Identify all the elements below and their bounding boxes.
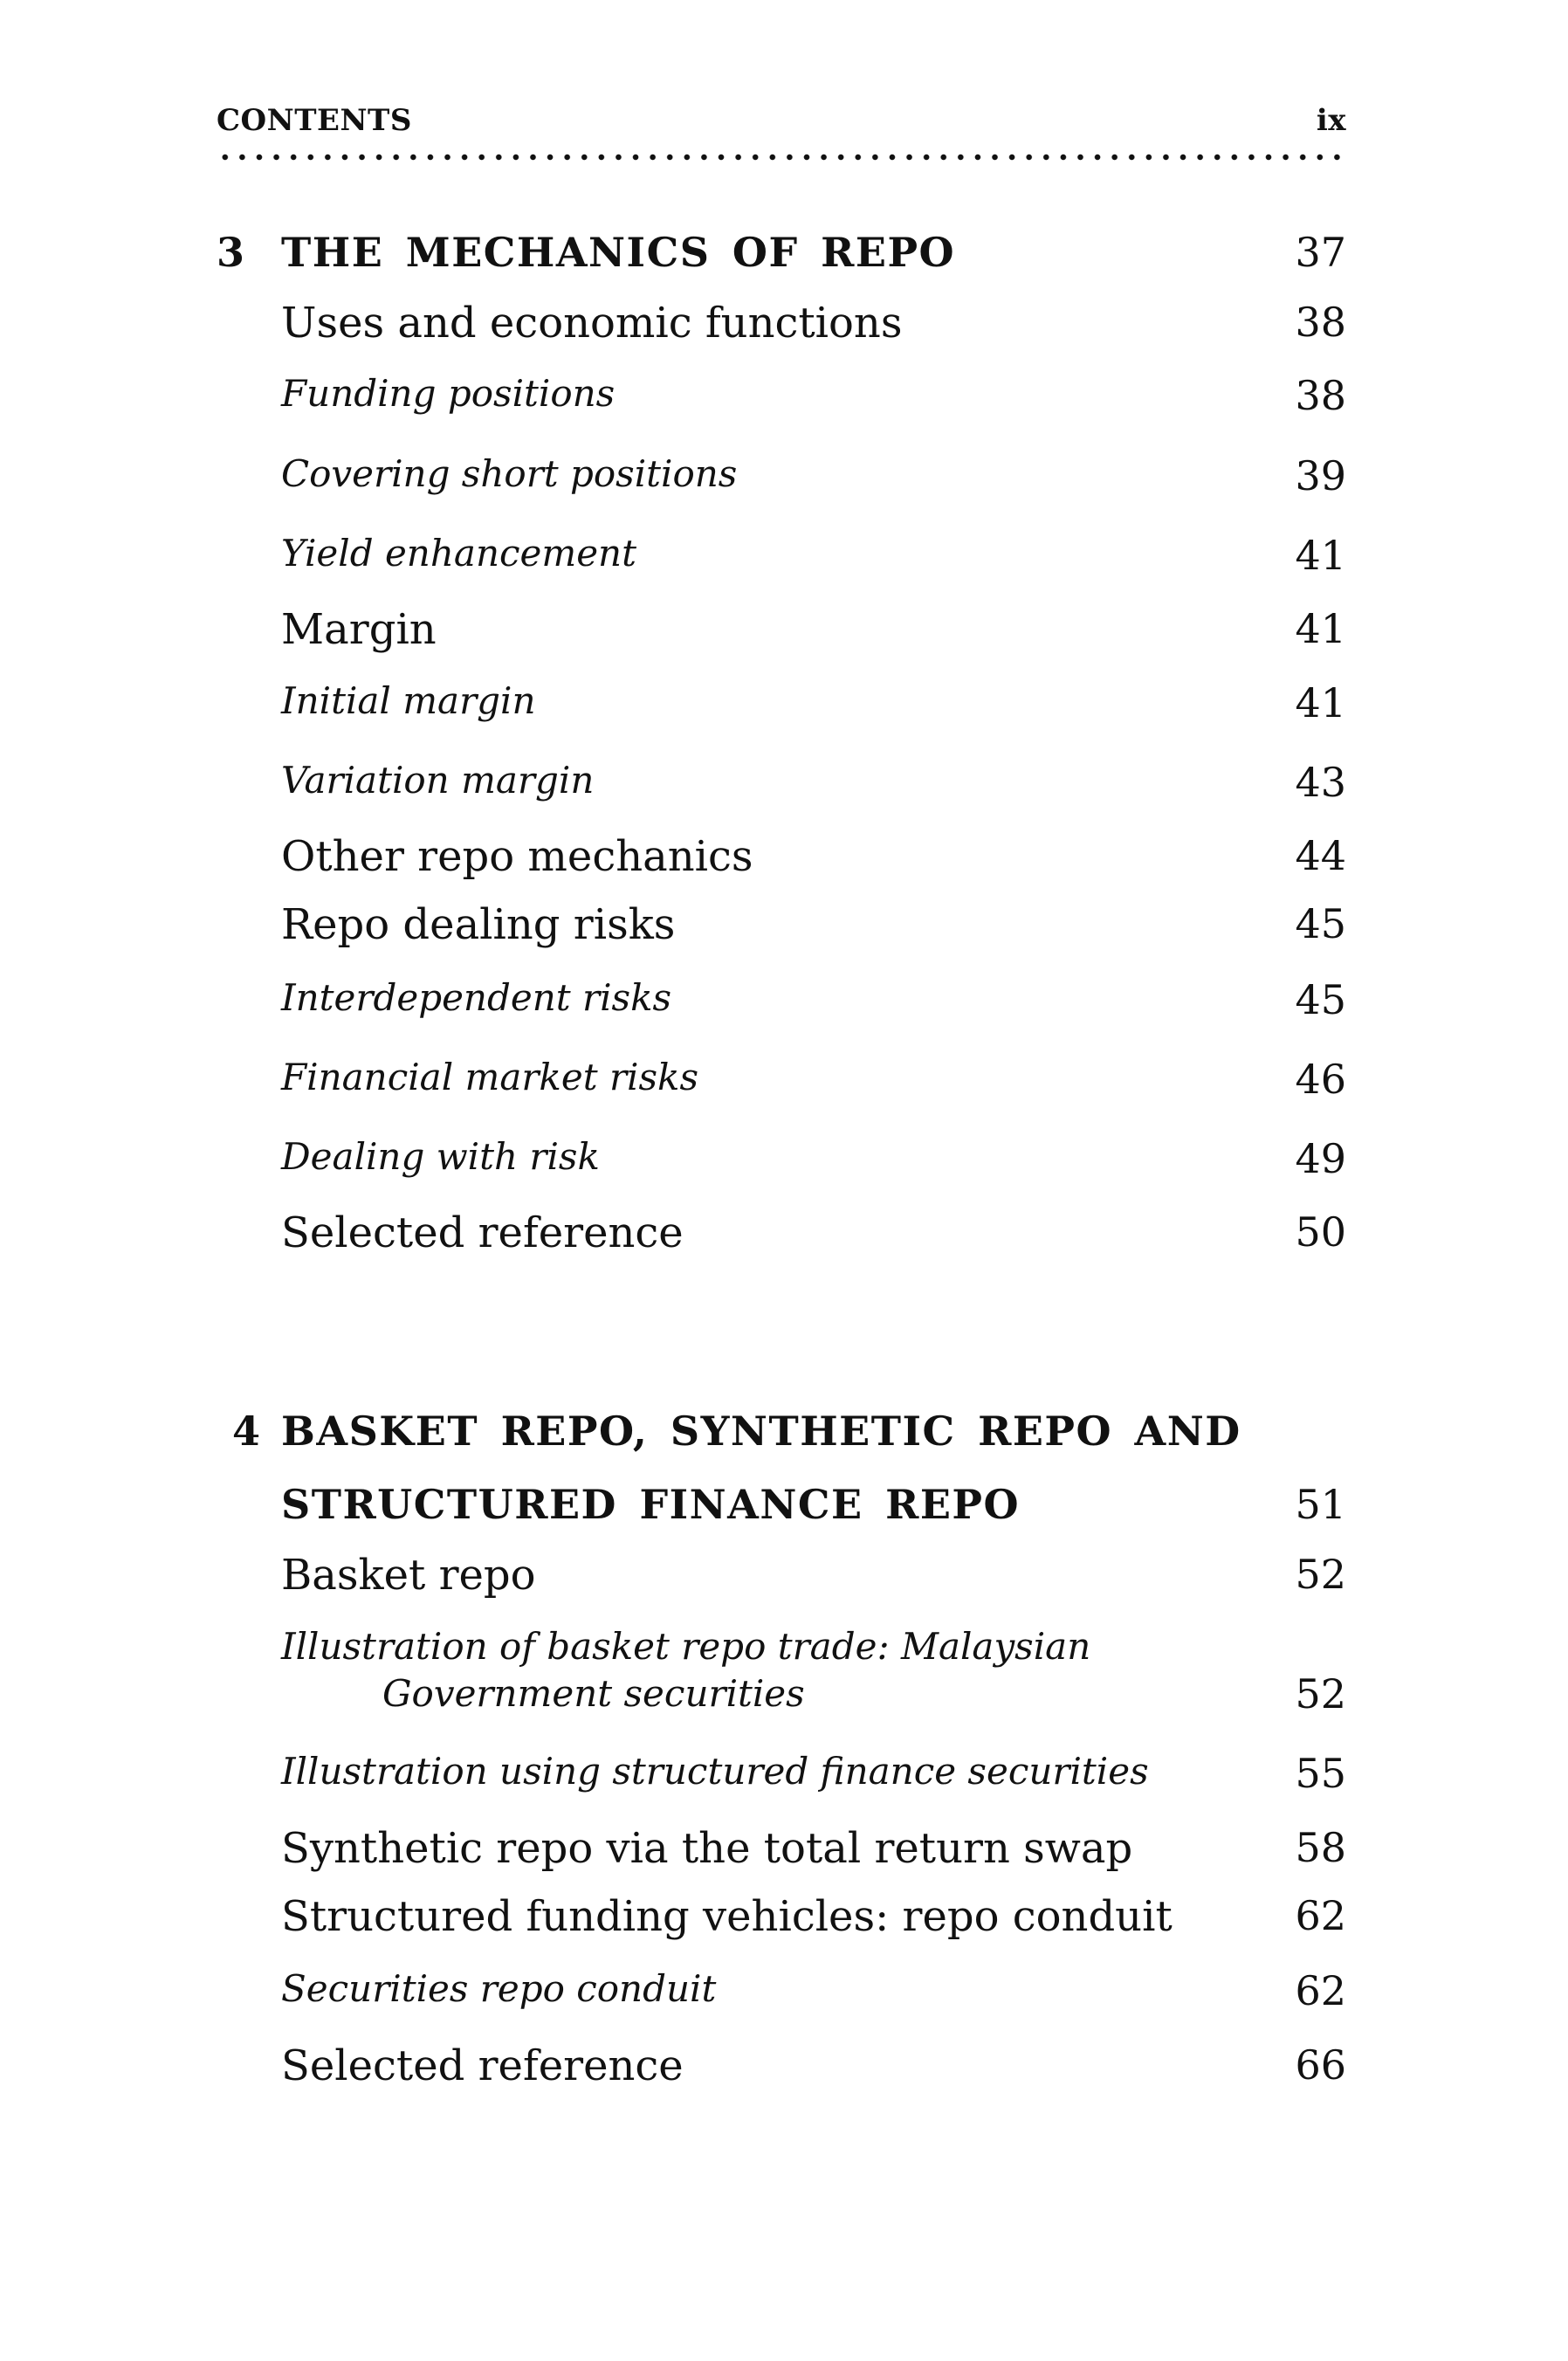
- entry-label: Synthetic repo via the total return swap: [281, 1824, 1133, 1873]
- entry-page: 52: [1295, 1551, 1346, 1598]
- chapter-number: 4: [232, 1408, 261, 1455]
- subentry-page: 45: [1295, 976, 1346, 1023]
- subentry-label: Yield enhancement: [281, 532, 636, 575]
- subentry-page: 55: [1295, 1750, 1346, 1797]
- entry-label: Structured funding vehicles: repo conduit: [281, 1892, 1173, 1941]
- subentry-label: Interdependent risks: [281, 976, 672, 1019]
- entry-label: Basket repo: [281, 1551, 536, 1600]
- subentry-label: [281, 1623, 1090, 1717]
- entry-page: 45: [1295, 900, 1346, 947]
- entry-page: 62: [1295, 1892, 1346, 1939]
- subentry-page: 41: [1295, 532, 1346, 579]
- chapter-page: 37: [1295, 229, 1346, 276]
- subentry-label: Illustration using structured finance securities: [281, 1750, 1149, 1793]
- entry-page: 66: [1295, 2041, 1346, 2089]
- entry-label: Other repo mechanics: [281, 832, 753, 881]
- subentry-label: Covering short positions: [281, 452, 738, 495]
- entry-page: 41: [1295, 605, 1346, 652]
- running-head-title: CONTENTS: [217, 103, 412, 138]
- entry-page: 58: [1295, 1824, 1346, 1871]
- subentry-page: 49: [1295, 1135, 1346, 1182]
- subentry-label: Financial market risks: [281, 1056, 699, 1098]
- subentry-label: Dealing with risk: [281, 1135, 600, 1178]
- entry-label: Repo dealing risks: [281, 900, 676, 949]
- subentry-page: 43: [1295, 759, 1346, 806]
- subentry-label: Variation margin: [281, 759, 595, 802]
- subentry-page: 46: [1295, 1056, 1346, 1103]
- running-head: [217, 103, 1346, 141]
- entry-label: Uses and economic functions: [281, 299, 903, 348]
- chapter-number: 3: [217, 229, 245, 276]
- page-folio: ix: [1316, 103, 1346, 138]
- subentry-label-line2: Government securities: [382, 1672, 805, 1715]
- dotted-rule: [217, 154, 1346, 161]
- chapter-title: THE MECHANICS OF REPO: [281, 229, 956, 276]
- subentry-label: Funding positions: [281, 372, 616, 415]
- subentry-page: 38: [1295, 372, 1346, 419]
- subentry-label: Securities repo conduit: [281, 1967, 717, 2010]
- subentry-page: 52: [1295, 1670, 1346, 1717]
- subentry-page: 41: [1295, 679, 1346, 726]
- entry-page: 50: [1295, 1208, 1346, 1256]
- subentry-page: 62: [1295, 1967, 1346, 2014]
- subentry-label: Initial margin: [281, 679, 536, 722]
- entry-page: 44: [1295, 832, 1346, 879]
- entry-label: Selected reference: [281, 1208, 684, 1257]
- chapter-page: 51: [1295, 1481, 1346, 1528]
- entry-label: Margin: [281, 605, 437, 654]
- chapter-title-line2: STRUCTURED FINANCE REPO: [281, 1481, 1021, 1528]
- entry-label: Selected reference: [281, 2041, 684, 2090]
- chapter-title-line1: BASKET REPO, SYNTHETIC REPO AND: [281, 1408, 1241, 1455]
- subentry-page: 39: [1295, 452, 1346, 499]
- subentry-label-line1: Illustration of basket repo trade: Malaysian: [281, 1625, 1091, 1668]
- entry-page: 38: [1295, 299, 1346, 346]
